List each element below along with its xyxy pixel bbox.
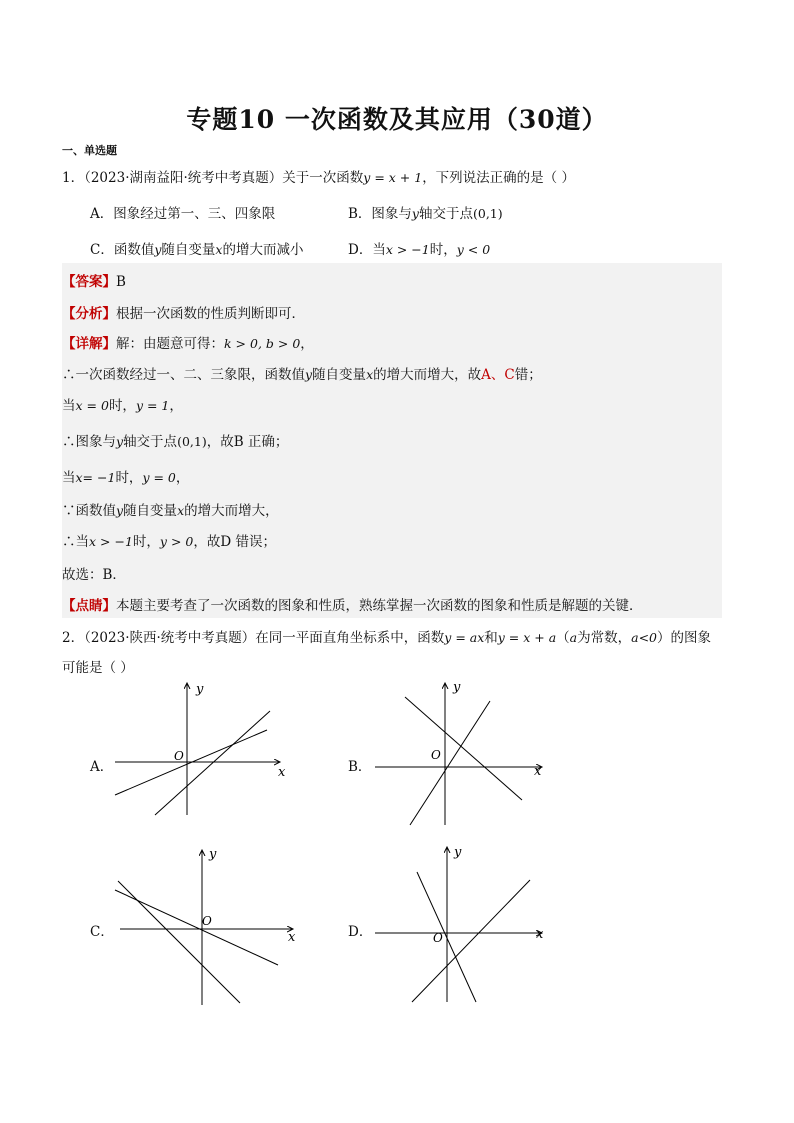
detail-5-m1: x= −1	[75, 470, 116, 485]
detail-line-8: 故选：B．	[62, 567, 126, 583]
q2-func1: y = ax	[444, 630, 485, 645]
q1-stem	[62, 166, 575, 186]
q1-option-c-mid: 随自变量	[161, 242, 216, 258]
detail-4-y: y	[116, 434, 124, 449]
x-axis-label: x	[536, 927, 544, 942]
q2-stem	[62, 626, 711, 646]
comment-line	[62, 594, 643, 614]
q1-option-d[interactable]	[348, 238, 490, 258]
origin-label: O	[202, 914, 212, 928]
detail-line-3	[62, 394, 183, 414]
detail-math-1: k > 0, b > 0	[224, 336, 301, 351]
q2-graph-c[interactable]	[110, 845, 305, 1010]
detail-text-1b: ，	[300, 336, 314, 352]
q1-option-b-prefix: B．图象与	[348, 206, 412, 222]
detail-3-pre: 当	[62, 398, 76, 414]
q1-option-b-mid: 轴交于点	[418, 206, 473, 222]
detail-2-suf: 的增大而增大，故	[373, 367, 482, 383]
q2-cond-mid: 为常数，	[577, 630, 632, 646]
q1-option-c-var1: y	[154, 242, 162, 257]
section-heading: 一、单选题	[62, 144, 117, 157]
q1-stem-func: y = x + 1	[363, 170, 423, 185]
y-axis-label: y	[196, 682, 204, 697]
detail-7-mid: 时，	[132, 534, 160, 550]
detail-6-pre: ∵函数值	[62, 503, 116, 519]
analysis-text: 根据一次函数的性质判断即可．	[116, 306, 305, 322]
detail-4-pt: (0,1)	[177, 434, 207, 449]
q2-option-c-label[interactable]: C．	[90, 924, 114, 940]
line-2	[118, 881, 240, 1003]
q1-stem-suffix: ，下列说法正确的是（ ）	[422, 170, 575, 186]
line-2	[155, 711, 270, 815]
q1-option-d-mid: 时，	[429, 242, 457, 258]
q2-paren-open: （	[556, 630, 570, 646]
analysis-tag: 【分析】	[62, 306, 116, 322]
detail-6-mid: 随自变量	[123, 503, 178, 519]
q1-option-b[interactable]	[348, 202, 503, 222]
detail-line-6	[62, 499, 279, 519]
line-1	[115, 890, 278, 965]
answer-line	[62, 270, 126, 290]
detail-5-end: ，	[175, 470, 190, 486]
detail-3-end: ，	[169, 398, 183, 414]
q2-stem-prefix: 2．（2023·陕西·统考中考真题）在同一平面直角坐标系中，函数	[62, 630, 445, 646]
q2-option-a-label[interactable]: A．	[90, 759, 114, 775]
comment-tag: 【点睛】	[62, 598, 116, 614]
detail-5-mid: 时，	[115, 470, 143, 486]
q2-paren-close: ）的图象	[657, 630, 712, 646]
detail-5-m2: y = 0	[142, 470, 176, 485]
q1-option-d-res: y < 0	[456, 242, 491, 257]
detail-5-pre: 当	[62, 470, 76, 486]
detail-line-4	[62, 430, 288, 450]
origin-label: O	[433, 931, 443, 945]
detail-text-1: 解：由题意可得：	[116, 336, 224, 352]
detail-4-mid: 轴交于点	[123, 434, 178, 450]
detail-2-y: y	[305, 367, 313, 382]
detail-line-5	[62, 466, 189, 486]
line-2	[412, 880, 530, 1002]
detail-2-pre: ∴一次函数经过一、二、三象限，函数值	[62, 367, 305, 383]
detail-3-m2: y = 1	[135, 398, 170, 413]
q1-option-b-var: y	[411, 206, 419, 221]
detail-line-7	[62, 530, 276, 550]
answer-tag: 【答案】	[62, 274, 116, 290]
q1-option-d-cond: x > −1	[385, 242, 430, 257]
detail-4-pre: ∴图象与	[62, 434, 116, 450]
detail-7-m1: x > −1	[89, 534, 133, 549]
comment-text: 本题主要考查了一次函数的图象和性质，熟练掌握一次函数的图象和性质是解题的关键．	[116, 598, 643, 614]
detail-6-x: x	[177, 503, 185, 518]
q2-graph-d[interactable]	[370, 842, 555, 1007]
q1-option-d-prefix: D．当	[348, 242, 386, 258]
q1-option-c-suffix: 的增大而减小	[222, 242, 304, 258]
q2-stem-line2: 可能是（ ）	[62, 660, 134, 676]
detail-7-m2: y > 0	[159, 534, 194, 549]
q1-option-c-prefix: C．函数值	[90, 242, 155, 258]
detail-line-1	[62, 332, 314, 352]
detail-4-end: ，故B 正确；	[206, 434, 289, 450]
q2-cond2: a<0	[631, 630, 658, 645]
x-axis-label: x	[288, 930, 296, 945]
analysis-line	[62, 302, 305, 322]
y-axis-label: y	[454, 845, 462, 860]
answer-value: B	[116, 274, 126, 290]
detail-3-mid: 时，	[108, 398, 136, 414]
q1-option-c[interactable]	[90, 238, 303, 258]
detail-7-pre: ∴当	[62, 534, 89, 550]
detail-2-end: 错；	[514, 367, 542, 383]
detail-tag: 【详解】	[62, 336, 116, 352]
q1-stem-prefix: 1．（2023·湖南益阳·统考中考真题）关于一次函数	[62, 170, 364, 186]
detail-2-x: x	[366, 367, 374, 382]
q2-func2: y = x + a	[497, 630, 557, 645]
q1-option-c-var2: x	[215, 242, 223, 257]
x-axis-label: x	[534, 764, 542, 779]
q2-graph-b[interactable]	[370, 675, 555, 830]
q2-and: 和	[484, 630, 498, 646]
y-axis-label: y	[209, 847, 217, 862]
detail-2-red: A、C	[481, 367, 515, 383]
x-axis-label: x	[278, 765, 286, 780]
line-2	[405, 697, 522, 800]
origin-label: O	[431, 748, 441, 762]
origin-label: O	[174, 749, 184, 763]
detail-line-2	[62, 363, 542, 383]
detail-2-mid: 随自变量	[312, 367, 367, 383]
q2-option-b-label[interactable]: B．	[348, 759, 372, 775]
detail-3-m1: x = 0	[75, 398, 109, 413]
q2-graph-a[interactable]	[110, 675, 295, 820]
page-title: 专题10 一次函数及其应用（30道）	[186, 105, 608, 134]
q1-option-a[interactable]: A．图象经过第一、三、四象限	[90, 206, 276, 222]
q2-cond1: a	[569, 630, 578, 645]
q2-option-d-label[interactable]: D．	[348, 924, 373, 940]
detail-7-end: ，故D 错误；	[193, 534, 276, 550]
y-axis-label: y	[453, 680, 461, 695]
q1-option-b-point: (0,1)	[472, 206, 503, 221]
line-1	[410, 701, 490, 825]
detail-6-end: 的增大而增大，	[184, 503, 279, 519]
detail-6-y: y	[116, 503, 124, 518]
